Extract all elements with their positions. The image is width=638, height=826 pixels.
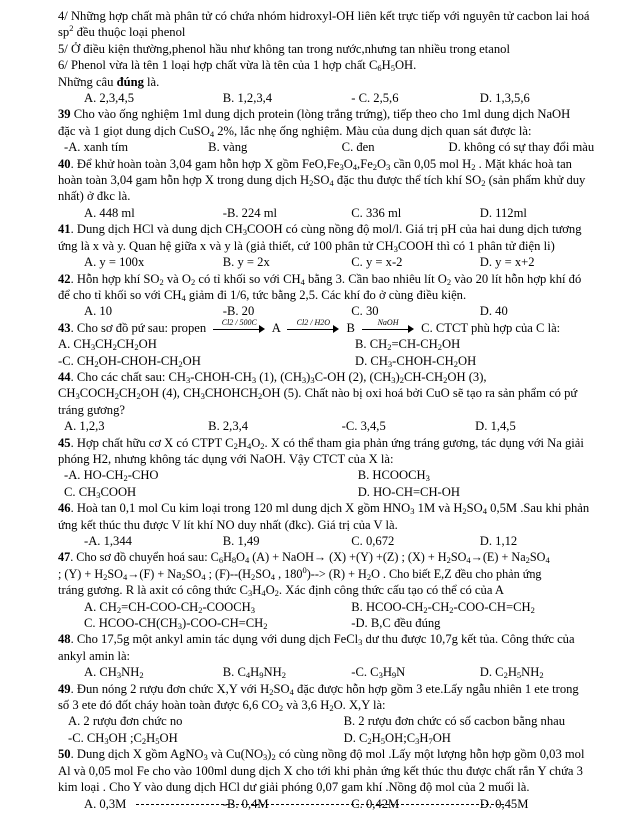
answer-options xyxy=(58,139,598,155)
question-47-cont: tráng gương. R là axit có công thức $C_3H_4O_2$. Xác định công thức cấu tạo có thể có của A xyxy=(58,583,504,599)
option-a: A. 2,3,4,5 xyxy=(84,91,135,106)
end-divider xyxy=(136,804,504,805)
answer-options xyxy=(58,90,598,106)
question-39: 39 Cho vào ống nghiệm 1ml dung dịch protein (lòng trắng trứng), tiếp theo cho 1ml dung dịch NaOH xyxy=(58,107,571,122)
question-48: 48. Cho 17,5g một ankyl amin tác dụng với dung dịch FeCl$_3$ dư thu được 10,7g kết tủa. Công thức của xyxy=(58,632,575,648)
question-50: 50. Dung dịch X gồm AgNO$_3$ và $Cu(NO_3)_2$ có cùng nồng độ mol .Lấy một lượng hỗn hợp gồm 0,03 mol xyxy=(58,747,585,763)
option-d: D. $C_2H_5OH;C_3H_7OH$ xyxy=(343,730,451,746)
option-b: B. $CH_2=CH-CH_2OH$ xyxy=(355,337,461,353)
option-a: A. 1,2,3 xyxy=(64,419,105,434)
answer-options xyxy=(58,484,598,500)
statement-4: 4/ Những hợp chất mà phân tử có chứa nhóm hidroxyl-OH liên kết trực tiếp với nguyên tử cacbon lai hoá xyxy=(58,9,590,23)
statement-6: 6/ Phenol vừa là tên 1 loại hợp chất vừa là tên của 1 hợp chất $C_6H_5OH$. xyxy=(58,58,417,74)
option-c: C. HCOO-$CH(CH_3)-COO-CH=CH_2$ xyxy=(84,616,268,632)
option-d: D. $C_2H_5NH_2$ xyxy=(479,665,544,681)
option-a: A. $CH_3CH_2CH_2OH$ xyxy=(58,337,157,353)
option-b: B. HCOO-$CH_2-CH_2-COO-CH=CH_2$ xyxy=(351,599,535,615)
option-b: B. 1,49 xyxy=(222,534,260,548)
answer-options xyxy=(58,467,598,483)
option-b: B. vàng xyxy=(208,140,248,155)
option-a: A. 448 ml xyxy=(84,205,135,220)
question-50-cont: kim loại . Cho Y vào dung dịch HCl dư giải phóng 0,07 gam khí .Nồng độ mol của 2 muối là. xyxy=(58,780,530,795)
question-41-cont: ứng là x và y. Quan hệ giữa x và y là (giả thiết, cứ 100 phân tử $CH_3COOH$ thì có 1 phân tử điện li) xyxy=(58,238,555,254)
answer-options xyxy=(58,418,598,434)
answer-options xyxy=(58,336,598,352)
question-44-cont: tráng gương? xyxy=(58,402,125,417)
option-b: B. 1,2,3,4 xyxy=(222,91,273,106)
question-49-cont: số 3 ete đó đốt cháy hoàn toàn được 6,6 $CO_2$ và 3,6 $H_2O$. X,Y là: xyxy=(58,698,386,714)
option-b: -B. 0,4M xyxy=(222,796,269,811)
option-a: -A. xanh tím xyxy=(64,140,129,155)
statement-5: 5/ Ở điều kiện thường,phenol hầu như không tan trong nước,nhưng tan nhiều trong etanol xyxy=(58,41,510,56)
question-45: 45. Hợp chất hữu cơ X có CTPT $C_2H_4O_2$. X có thể tham gia phản ứng tráng gương, tác dụng với Na giải xyxy=(58,435,584,451)
answer-options xyxy=(58,615,598,631)
answer-options xyxy=(58,533,598,549)
option-a: A. $CH_3NH_2$ xyxy=(84,665,144,681)
option-a: A. 10 xyxy=(84,304,112,319)
option-c: C. 0,672 xyxy=(351,534,395,548)
option-b: B. 2 rượu đơn chức có số cacbon bằng nhau xyxy=(343,714,566,729)
answer-options xyxy=(58,353,598,369)
option-d: D. HO-CH=CH-OH xyxy=(357,484,460,499)
question-39-cont: đặc và 1 giọt dung dịch CuSO$_4$ 2%, lắc nhẹ ống nghiệm. Màu của dung dịch quan sát được là: xyxy=(58,123,532,139)
question-42-cont: để cho tỉ khối so với $CH_4$ giảm đi 1/6, tức bằng 2,5. Các khí đo ở cùng điều kiện. xyxy=(58,287,467,303)
option-c: C. 0,42M xyxy=(351,796,400,811)
option-a: A. $CH_2=CH-COO-CH_2-COOCH_3$ xyxy=(84,599,255,615)
question-43: 43. Cho sơ đồ pứ sau: propen Cl2 / 500C A Cl2 / H2O B NaOH C. CTCT phù hợp của C là: xyxy=(58,317,561,335)
option-a: -A. $HO-CH_2$-CHO xyxy=(64,468,159,484)
reaction-arrow: NaOH xyxy=(362,324,414,334)
option-d: D. $CH_3-CHOH-CH_2OH$ xyxy=(355,353,477,369)
option-b: B. $HCOOCH_3$ xyxy=(357,468,430,484)
question-44-cont: $CH_3COCH_2CH_2OH$ (4), $CH_3CHOHCH_2OH$ (5). Chất nào bị oxi hoá bởi CuO sẽ tạo ra sản phẩm có pứ xyxy=(58,386,578,402)
option-d: D. 1,3,5,6 xyxy=(479,91,530,106)
option-d: D. 40 xyxy=(479,304,508,319)
question-44: 44. Cho các chất sau: $CH_3-CHOH-CH_3$ (1), $(CH_3)_3C-OH$ (2), $(CH_3)_2CH-CH_2OH$ (3), xyxy=(58,369,487,385)
answer-options xyxy=(58,713,598,729)
option-c: C. y = x-2 xyxy=(351,255,403,270)
answer-options xyxy=(58,664,598,680)
question-48-cont: ankyl amin là: xyxy=(58,648,131,663)
option-d: D. 1,4,5 xyxy=(475,419,516,434)
option-b: B. $C_4H_9NH_2$ xyxy=(222,665,286,681)
option-c: -C. 3,4,5 xyxy=(341,419,386,434)
option-c: - C. 2,5,6 xyxy=(351,91,399,106)
option-c: -C. $CH_2OH-CHOH-CH_2OH$ xyxy=(58,353,201,369)
option-d: D. y = x+2 xyxy=(479,255,535,270)
option-d: D. không có sự thay đổi màu xyxy=(448,140,595,155)
option-b: B. y = 2x xyxy=(222,255,270,270)
answer-options xyxy=(58,730,598,746)
option-d: -D. B,C đều đúng xyxy=(351,616,441,631)
option-d: D. 0,45M xyxy=(479,796,529,811)
question-46: 46. Hoà tan 0,1 mol Cu kim loại trong 120 ml dung dịch X gồm $HNO_3$ 1M và $H_2SO_4$ 0,5M .Sau khi phản xyxy=(58,501,590,517)
option-a: A. 2 rượu đơn chức no xyxy=(68,714,183,729)
reaction-arrow: Cl2 / 500C xyxy=(213,324,265,334)
question-prompt: Những câu đúng là. xyxy=(58,74,160,89)
question-40-cont: nhất) ở đkc là. xyxy=(58,189,131,204)
option-a: A. y = 100x xyxy=(84,255,145,270)
answer-options xyxy=(58,599,598,615)
question-47: 47. Cho sơ đồ chuyển hoá sau: $C_6H_8O_4$ (A) + NaOH→ (X) +(Y) +(Z) ; $(X) + H_2SO_4\to(E) + Na_2SO_4$ xyxy=(58,550,550,566)
question-50-cont: Al và 0,05 mol Fe cho vào 100ml dung dịch X cho tới khi phản ứng kết thúc thu được chất rắn Y chứa 3 xyxy=(58,763,583,778)
question-42: 42. Hỗn hợp khí $SO_2$ và $O_2$ có tỉ khối so với $CH_4$ bằng 3. Cần bao nhiêu lít $O_2$ vào 20 lít hỗn hợp khí đó xyxy=(58,271,582,287)
option-c: C. 336 ml xyxy=(351,205,402,220)
option-c: C. đen xyxy=(341,140,375,155)
question-40: 40. Để khử hoàn toàn 3,04 gam hỗn hợp X gồm $FeO,Fe_3O_4,Fe_2O_3$ cần 0,05 mol $H_2$ . Mặt khác hoà tan xyxy=(58,156,572,172)
question-41: 41. Dung dịch HCl và dung dịch $CH_3COOH$ có cùng nồng độ mol/l. Giá trị pH của hai dung dịch tương xyxy=(58,222,582,238)
option-c: -C. $C_3H_9N$ xyxy=(351,665,406,681)
option-c: C. $CH_3COOH$ xyxy=(64,484,137,500)
question-49: 49. Đun nóng 2 rượu đơn chức X,Y với $H_2SO_4$ đặc được hỗn hợp gồm 3 ete.Lấy ngẫu nhiên 1 ete trong xyxy=(58,681,579,697)
option-d: D. 112ml xyxy=(479,205,527,220)
question-47-cont: ; $(Y) + H_2SO_4\to(F) + Na_2SO_4$ ; $(F)--(H_2SO_4$ , $180^0)--> (R) + H_2O$ . Cho biết E,Z đều cho phản ứng xyxy=(58,564,542,582)
answer-options xyxy=(58,205,598,221)
option-a: -A. 1,344 xyxy=(84,534,132,548)
option-b: -B. 20 xyxy=(222,304,255,319)
statement-4-cont: $sp^2$ đều thuộc loại phenol xyxy=(58,23,186,40)
option-b: -B. 224 ml xyxy=(222,205,277,220)
option-c: C. 30 xyxy=(351,304,379,319)
option-b: B. 2,3,4 xyxy=(208,419,249,434)
option-c: -C. $CH_3OH$ $;C_2H_5OH$ xyxy=(68,730,178,746)
option-a: A. 0,3M xyxy=(84,796,127,811)
exam-page xyxy=(58,8,598,812)
question-40-cont: hoàn toàn 3,04 gam hỗn hợp X trong dung dịch $H_2SO_4$ đặc thu được thể tích khí $SO_2$ (sản phẩm khử duy xyxy=(58,173,586,189)
answer-options xyxy=(58,254,598,270)
question-45-cont: phóng H2, nhưng không tác dụng với NaOH. Vậy CTCT của X là: xyxy=(58,451,394,466)
reaction-arrow: Cl2 / H2O xyxy=(287,324,339,334)
option-d: D. 1,12 xyxy=(479,534,518,548)
question-46-cont: ứng kết thúc thu được V lít khí NO duy nhất (đkc). Giá trị của V là. xyxy=(58,517,398,532)
